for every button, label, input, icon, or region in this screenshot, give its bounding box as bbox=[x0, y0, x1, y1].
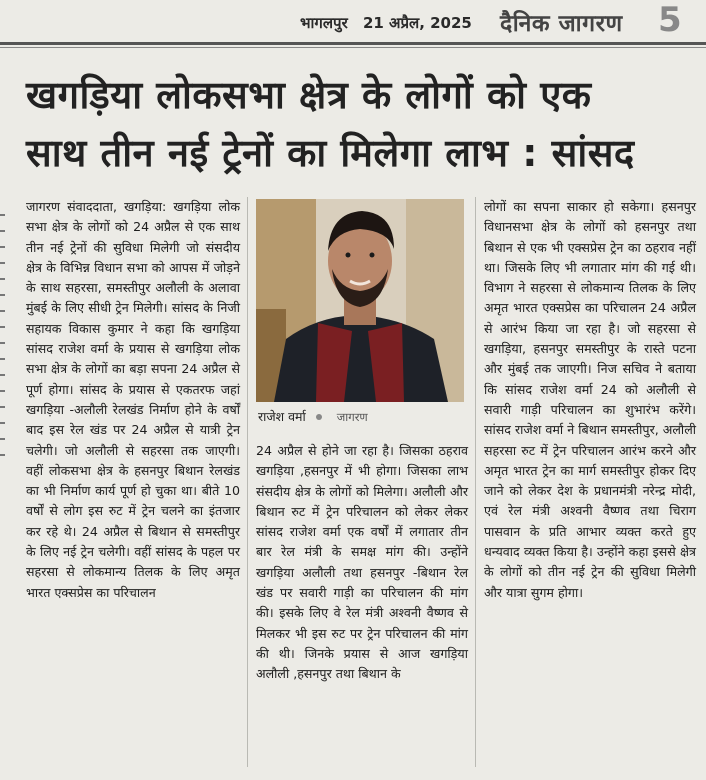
page-number: 5 bbox=[658, 0, 682, 40]
dateline bbox=[300, 13, 472, 33]
page-header bbox=[0, 0, 706, 44]
newspaper-name: दैनिक जागरण bbox=[500, 11, 623, 37]
column-divider bbox=[475, 197, 476, 767]
header-rule-thin bbox=[0, 47, 706, 48]
article-text-col2: 24 अप्रैल से होने जा रहा है। जिसका ठहराव खगड़िया ,हसनपुर में भी होगा। जिसका लाभ संसदीय क्षेत्र के लोगों को मिलेगा। अलौली और बिथान रुट में ट्रेन परिचालन को लेकर लेकर सांसद राजेश वर्मा एक वर्षों में लगातार तीन बार रेल मंत्री के समक्ष मांग की। उन्होंने खगड़िया अलौली तथा हसनपुर -बिथान रेल खंड पर सवारी गाड़ी का परिचालन की मांग की। इसके लिए वे रेल मंत्री अश्वनी वैष्णव से मिलकर भी इस रुट पर ट्रेन परिचालन की मांग की थी। जिनके प्रयास से आज खगड़िया अलौली ,हसनपुर तथा बिथान के bbox=[256, 443, 468, 682]
dateline-city: भागलपुर bbox=[300, 14, 348, 32]
mp-portrait-photo bbox=[256, 199, 464, 402]
article-column-1 bbox=[26, 197, 240, 603]
adjacent-column-edge bbox=[0, 200, 7, 760]
caption-bullet-icon bbox=[316, 414, 322, 420]
column-divider bbox=[247, 197, 248, 767]
portrait-illustration bbox=[256, 199, 464, 402]
headline-line-2: साथ तीन नई ट्रेनों का मिलेगा लाभ : सांसद bbox=[26, 131, 635, 175]
article-text-col1: जागरण संवाददाता, खगड़िया: खगड़िया लोक सभा क्षेत्र के लोगों को 24 अप्रैल से एक साथ तीन नई ट्रेनों की सुविधा मिलेगी जो संसदीय क्षेत्र के विभिन्न विधान सभा को आपस में जोड़ने के साथ सहरसा, समस्तीपुर अलौली के अलावा मुंबई के लिए सीधी ट्रेन मिलेगी। सांसद के निजी सहायक विकास कुमार ने कहा कि खगड़िया सांसद राजेश वर्मा के प्रयास से खगड़िया लोक सभा क्षेत्र के लोगों का बड़ा सपना 24 अप्रैल से पूर्ण होगा। सांसद के प्रयास से एकतरफ जहां खगड़िया -अलौली रेलखंड निर्माण होने के वर्षों बाद इस रेल खंड पर 24 अप्रैल से यात्री ट्रेन चलेगी। जो अलौली से सहरसा तक जाएगी। वहीं लोकसभा क्षेत्र के हसनपुर बिथान रेलखंड का भी निर्माण कार्य पूर्ण हो चुका था। बीते 10 वर्षों से लोग इस रुट में ट्रेन चलने का इंतजार कर रहे थे। 24 अप्रैल से बिथान से समस्तीपुर के लिए नई ट्रेन चलेगी। वहीं सांसद के पहल पर सहरसा से लोकमान्य तिलक के लिए अमृत भारत एक्सप्रेस का परिचालन bbox=[26, 199, 240, 600]
article-text-col3: लोगों का सपना साकार हो सकेगा। हसनपुर विधानसभा क्षेत्र के लोगों को हसनपुर तथा बिथान से एक भी एक्सप्रेस ट्रेन का ठहराव नहीं था। जिसके लिए भी लगातार मांग की गई थी। विभाग ने सहरसा से लोकमान्य तिलक के लिए अमृत भारत एक्सप्रेस का परिचालन 24 अप्रैल से आरंभ किया जा रहा है। जो सहरसा से खगड़िया, हसनपुर समस्तीपुर के रास्ते पटना और मुंबई तक जाएगी। निज सचिव ने बताया कि सांसद राजेश वर्मा 24 को अलौली से सवारी गाड़ी परिचालन का शुभारंभ करेंगे। सांसद राजेश वर्मा ने बिथान समस्तीपुर, अलौली सहरसा रुट में ट्रेन परिचालन आरंभ करने और अमृत भारत ट्रेन का मार्ग समस्तीपुर होकर दिए जाने को लेकर देश के प्रधानमंत्री नरेन्द्र मोदी, एवं रेल मंत्री अश्वनी वैष्णव तथा चिराग पासवान के प्रति आभार व्यक्त करते हुए धन्यवाद व्यक्त किया है। उन्होंने कहा इससे क्षेत्र के लोगों को तीन नई ट्रेन की सुविधा मिलेगी और यात्रा सुगम होगा। bbox=[484, 199, 696, 600]
photo-caption bbox=[258, 408, 368, 425]
caption-name: राजेश वर्मा bbox=[258, 409, 306, 424]
article-column-2 bbox=[256, 441, 468, 685]
headline-line-1: खगड़िया लोकसभा क्षेत्र के लोगों को एक bbox=[26, 73, 592, 117]
caption-credit: जागरण bbox=[336, 410, 368, 424]
article-headline bbox=[26, 66, 698, 182]
article-column-3 bbox=[484, 197, 696, 603]
header-rule bbox=[0, 42, 706, 45]
dateline-date: 21 अप्रैल, 2025 bbox=[362, 14, 472, 32]
